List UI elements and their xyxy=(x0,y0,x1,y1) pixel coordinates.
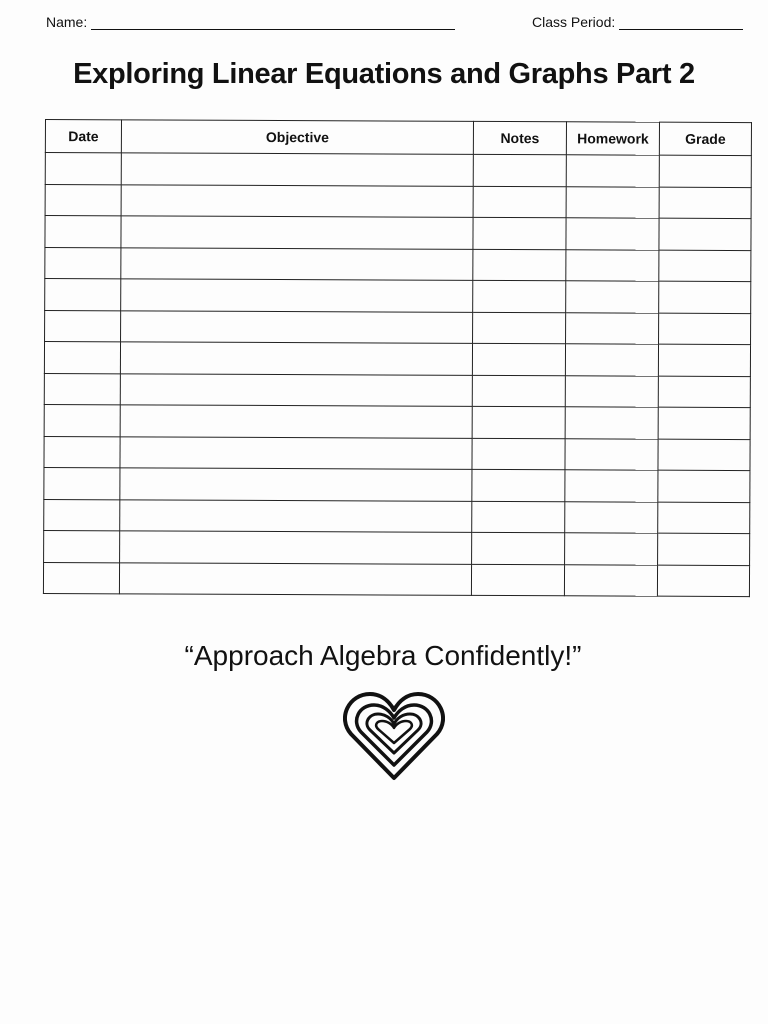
table-row xyxy=(45,153,751,188)
cell-homework xyxy=(565,344,658,376)
cell-objective xyxy=(120,436,472,469)
cell-date xyxy=(44,530,120,562)
class-period-label: Class Period: xyxy=(532,14,616,30)
cell-homework xyxy=(566,186,659,218)
cell-notes xyxy=(472,375,565,407)
cell-objective xyxy=(121,279,473,312)
cell-notes xyxy=(473,186,566,218)
heart-outline-middle xyxy=(357,705,432,765)
name-field xyxy=(46,14,455,30)
cell-grade xyxy=(659,250,751,282)
cell-date xyxy=(45,310,121,342)
cell-notes xyxy=(473,217,566,249)
cell-homework xyxy=(565,375,658,407)
page-title: Exploring Linear Equations and Graphs Part 2 xyxy=(73,58,695,90)
name-label: Name: xyxy=(46,14,88,30)
cell-homework xyxy=(566,281,659,313)
cell-date xyxy=(44,404,120,436)
cell-objective xyxy=(120,342,472,375)
table-row xyxy=(45,247,751,282)
cell-notes xyxy=(472,469,565,501)
cell-grade xyxy=(659,187,751,219)
cell-homework xyxy=(566,249,659,281)
cell-notes xyxy=(472,406,565,438)
cell-objective xyxy=(121,247,473,280)
table-row xyxy=(44,404,750,439)
table-header-row xyxy=(45,120,751,156)
cell-homework xyxy=(565,501,658,533)
cell-date xyxy=(43,562,119,594)
cell-grade xyxy=(659,155,751,187)
cell-notes xyxy=(471,564,564,596)
cell-grade xyxy=(658,439,750,471)
cell-date xyxy=(44,499,120,531)
cell-homework xyxy=(565,438,658,470)
cell-homework xyxy=(564,564,657,596)
cell-objective xyxy=(121,184,473,217)
assignment-log-table xyxy=(43,119,752,597)
cell-homework xyxy=(565,470,658,502)
cell-objective xyxy=(121,310,473,343)
column-header-homework: Homework xyxy=(566,122,659,155)
column-header-notes: Notes xyxy=(473,121,566,154)
cell-date xyxy=(45,247,121,279)
table-row xyxy=(44,373,750,408)
column-header-objective: Objective xyxy=(121,120,473,155)
cell-objective xyxy=(121,216,473,249)
cell-notes xyxy=(472,343,565,375)
cell-homework xyxy=(565,533,658,565)
cell-date xyxy=(44,342,120,374)
cell-date xyxy=(45,184,121,216)
class-period-blank-line xyxy=(619,15,743,30)
table-row xyxy=(45,216,751,251)
cell-date xyxy=(45,279,121,311)
table-row xyxy=(45,310,751,345)
cell-grade xyxy=(658,376,750,408)
cell-grade xyxy=(659,281,751,313)
cell-grade xyxy=(657,565,749,597)
table-row xyxy=(44,530,750,565)
cell-objective xyxy=(120,531,472,564)
cell-objective xyxy=(121,153,473,186)
table-body xyxy=(43,153,751,597)
table-row xyxy=(44,342,750,377)
cell-homework xyxy=(565,407,658,439)
cell-grade xyxy=(658,344,750,376)
cell-objective xyxy=(120,468,472,501)
cell-date xyxy=(44,373,120,405)
cell-objective xyxy=(120,405,472,438)
column-header-date: Date xyxy=(45,120,121,153)
cell-notes xyxy=(472,532,565,564)
column-header-grade: Grade xyxy=(659,122,751,155)
cell-objective xyxy=(120,499,472,532)
cell-date xyxy=(44,467,120,499)
cell-date xyxy=(44,436,120,468)
cell-homework xyxy=(566,312,659,344)
cell-notes xyxy=(473,280,566,312)
table-row xyxy=(43,562,749,597)
heart-icon xyxy=(343,690,445,782)
table-row xyxy=(45,184,751,219)
motto-quote: “Approach Algebra Confidently!” xyxy=(184,640,582,671)
cell-grade xyxy=(658,502,750,534)
table-row xyxy=(45,279,751,314)
cell-date xyxy=(45,216,121,248)
cell-objective xyxy=(119,562,471,595)
table-row xyxy=(44,467,750,502)
cell-notes xyxy=(472,438,565,470)
table-row xyxy=(44,499,750,534)
class-period-field xyxy=(532,14,743,30)
cell-notes xyxy=(472,501,565,533)
cell-grade xyxy=(659,218,751,250)
cell-objective xyxy=(120,373,472,406)
cell-notes xyxy=(473,249,566,281)
cell-homework xyxy=(566,155,659,187)
name-blank-line xyxy=(91,15,455,30)
student-info-header xyxy=(46,14,752,40)
cell-grade xyxy=(658,533,750,565)
cell-notes xyxy=(473,154,566,186)
cell-grade xyxy=(658,470,750,502)
cell-homework xyxy=(566,218,659,250)
table-row xyxy=(44,436,750,471)
cell-grade xyxy=(659,313,751,345)
cell-grade xyxy=(658,407,750,439)
cell-date xyxy=(45,153,121,185)
cell-notes xyxy=(473,312,566,344)
